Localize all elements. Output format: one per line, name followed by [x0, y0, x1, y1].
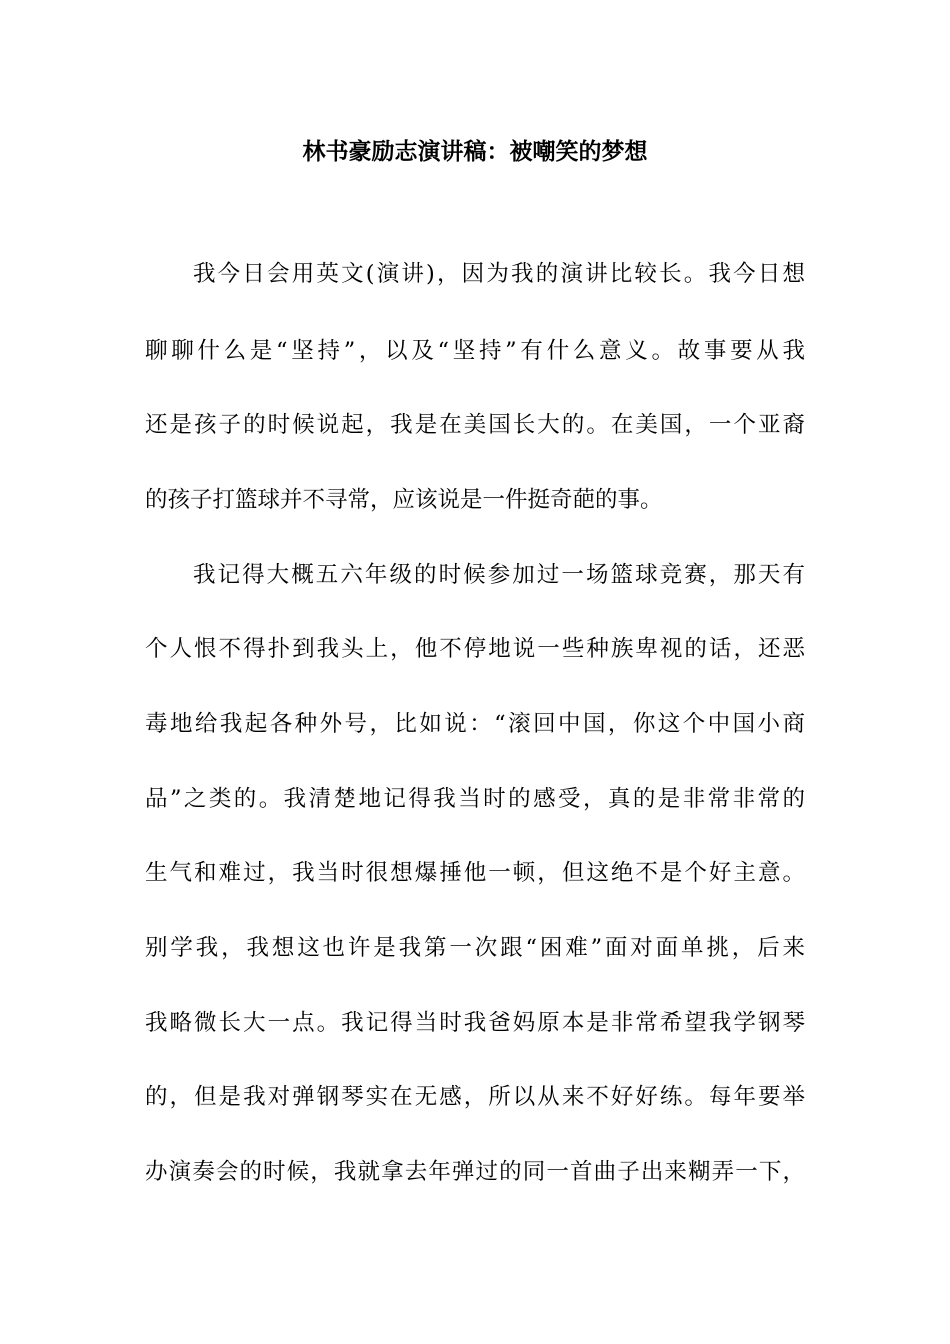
text-line-5: 我记得大概五六年级的时候参加过一场篮球竞赛，那天有 [193, 562, 805, 588]
text-line-9: 生气和难过，我当时很想爆捶他一顿，但这绝不是个好主意。 [145, 860, 805, 886]
text-line-11: 我略微长大一点。我记得当时我爸妈原本是非常希望我学钢琴 [145, 1010, 805, 1036]
text-line-13: 办演奏会的时候，我就拿去年弹过的同一首曲子出来糊弄一下， [145, 1159, 805, 1185]
text-line-2: 聊聊什么是“坚持”，以及“坚持”有什么意义。故事要从我 [145, 338, 805, 364]
text-line-3: 还是孩子的时候说起，我是在美国长大的。在美国，一个亚裔 [145, 412, 805, 438]
text-line-1: 我今日会用英文(演讲)，因为我的演讲比较长。我今日想 [193, 261, 805, 287]
text-line-4: 的孩子打篮球并不寻常，应该说是一件挺奇葩的事。 [145, 487, 663, 513]
text-line-6: 个人恨不得扑到我头上，他不停地说一些种族卑视的话，还恶 [145, 636, 805, 662]
text-line-12: 的，但是我对弹钢琴实在无感，所以从来不好好练。每年要举 [145, 1084, 805, 1110]
text-line-7: 毒地给我起各种外号，比如说：“滚回中国，你这个中国小商 [145, 711, 805, 737]
text-line-10: 别学我，我想这也许是我第一次跟“困难”面对面单挑，后来 [145, 935, 805, 961]
text-line-8: 品”之类的。我清楚地记得我当时的感受，真的是非常非常的 [145, 786, 805, 812]
document-title: 林书豪励志演讲稿：被嘲笑的梦想 [302, 138, 648, 165]
